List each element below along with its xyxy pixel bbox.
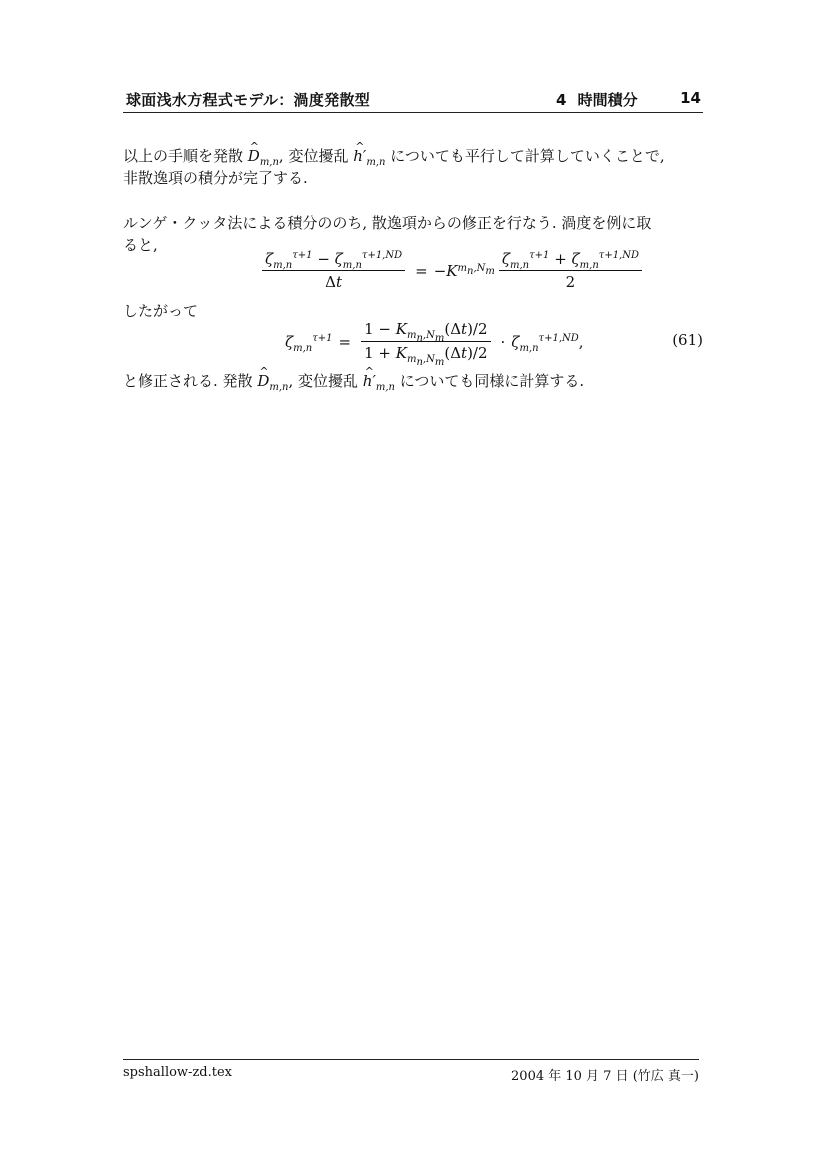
footer-date-author: 2004 年 10 月 7 日 (竹広 真一) <box>511 1069 699 1084</box>
paragraph-therefore <box>123 300 705 322</box>
text-segment: ると, <box>123 236 158 254</box>
text-segment: , 変位擾乱 <box>288 372 363 390</box>
running-title: 球面浅水方程式モデル：渦度発散型 <box>126 91 371 109</box>
fraction-factor: $\frac{1 - K_{m_n,N_m}(\Delta t)/2}{1 + K_{m_n,N_m}(\Delta t)/2}$ <box>361 320 490 363</box>
math-divergence: ^ $D_{m,n}$ <box>257 372 288 390</box>
footer-filename: spshallow-zd.tex <box>123 1065 233 1080</box>
page-footer <box>123 1059 699 1084</box>
page-header <box>123 88 703 113</box>
page-number: 14 <box>680 89 701 107</box>
text-segment: についても同様に計算する. <box>394 372 585 390</box>
text-segment: ルンゲ・クッタ法による積分ののち, 散逸項からの修正を行なう. 渦度を例に取 <box>123 214 652 232</box>
text-segment: と修正される. 発散 <box>123 372 258 390</box>
math-divergence: ^ $D_{m,n}$ <box>248 147 279 165</box>
math-height-disturbance: ^ $h'_{m,n}$ <box>353 147 385 165</box>
equation-61: $\zeta_{m,n}^{\tau+1}$ = $\frac{1 - K_{m_n,N_m}(\Delta t)/2}{1 + K_{m_n,N_m}(\Delta t)/2}$ · $\zeta_{m,n}^{\tau+1,ND}$, <box>285 320 584 368</box>
section-heading: 4 時間積分 <box>556 91 638 109</box>
math-height-disturbance: ^ $h'_{m,n}$ <box>363 372 395 390</box>
text-segment: 非散逸項の積分が完了する. <box>123 169 308 187</box>
paragraph-nondissipative <box>123 145 705 189</box>
equation-number: (61) <box>672 331 703 349</box>
fraction-lhs: $\frac{\zeta_{m,n}^{\tau+1} - \zeta_{m,n}^{\tau+1,ND}}{\Delta t}$ <box>262 250 405 291</box>
text-segment: , 変位擾乱 <box>278 147 354 165</box>
fraction-rhs: $\frac{\zeta_{m,n}^{\tau+1} + \zeta_{m,n}^{\tau+1,ND}}{2}$ <box>499 250 642 291</box>
paragraph-corrected <box>123 370 705 392</box>
text-segment: についても平行して計算していくことで, <box>385 147 665 165</box>
text-segment: 以上の手順を発散 <box>123 147 248 165</box>
equation-dissipation: $\frac{\zeta_{m,n}^{\tau+1} - \zeta_{m,n}^{\tau+1,ND}}{\Delta t}$ = − K $m_n,N_m$ $\frac{\zeta_{m,n}^{\tau+1} + \zeta_{m,n}^{\tau+1,ND}}{2}$ <box>258 250 646 291</box>
text-segment: したがって <box>123 302 199 320</box>
